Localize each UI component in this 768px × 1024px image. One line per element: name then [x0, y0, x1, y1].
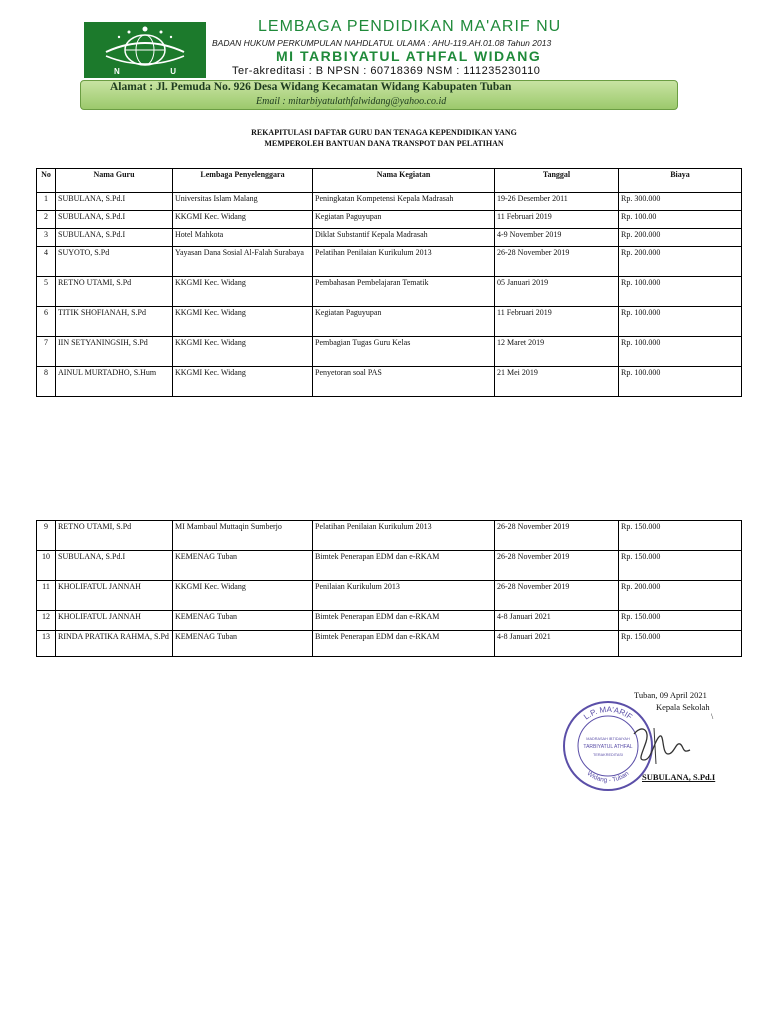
document-title-line-1: REKAPITULASI DAFTAR GURU DAN TENAGA KEPENDIDIKAN YANG [251, 128, 517, 137]
cell-nama-guru: IIN SETYANINGSIH, S.Pd [56, 337, 173, 367]
cell-kegiatan: Penyetoran soal PAS [313, 367, 495, 397]
cell-biaya: Rp. 150.000 [619, 521, 742, 551]
cell-nama-guru: AINUL MURTADHO, S.Hum [56, 367, 173, 397]
cell-tanggal: 11 Februari 2019 [495, 211, 619, 229]
table-row [37, 337, 742, 367]
cell-no: 9 [37, 521, 56, 551]
cell-tanggal: 4-9 November 2019 [495, 229, 619, 247]
cell-kegiatan: Kegiatan Paguyupan [313, 307, 495, 337]
cell-kegiatan: Diklat Substantif Kepala Madrasah [313, 229, 495, 247]
cell-kegiatan: Pelatihan Penilaian Kurikulum 2013 [313, 521, 495, 551]
cell-lembaga: KKGMI Kec. Widang [173, 211, 313, 229]
cell-biaya: Rp. 100.00 [619, 211, 742, 229]
table-row [37, 551, 742, 581]
header-lembaga: Lembaga Penyelenggara [173, 169, 313, 193]
cell-nama-guru: RETNO UTAMI, S.Pd [56, 277, 173, 307]
cell-lembaga: Universitas Islam Malang [173, 193, 313, 211]
cell-biaya: Rp. 100.000 [619, 277, 742, 307]
cell-tanggal: 26-28 November 2019 [495, 551, 619, 581]
cell-lembaga: KKGMI Kec. Widang [173, 277, 313, 307]
cell-tanggal: 11 Februari 2019 [495, 307, 619, 337]
cell-kegiatan: Penilaian Kurikulum 2013 [313, 581, 495, 611]
cell-biaya: Rp. 200.000 [619, 247, 742, 277]
table-header-row [37, 169, 742, 193]
cell-lembaga: KEMENAG Tuban [173, 551, 313, 581]
cell-kegiatan: Bimtek Penerapan EDM dan e-RKAM [313, 551, 495, 581]
sign-place-date: Tuban, 09 April 2021 [634, 690, 707, 700]
header-kegiatan: Nama Kegiatan [313, 169, 495, 193]
table-row [37, 631, 742, 657]
stamp-bottom-text: Widang - Tuban [585, 770, 631, 785]
document-title-line-2: MEMPEROLEH BANTUAN DANA TRANSPOT DAN PELATIHAN [264, 139, 504, 148]
table-row [37, 581, 742, 611]
cell-biaya: Rp. 150.000 [619, 611, 742, 631]
cell-lembaga: Hotel Mahkota [173, 229, 313, 247]
cell-kegiatan: Bimtek Penerapan EDM dan e-RKAM [313, 631, 495, 657]
cell-no: 10 [37, 551, 56, 581]
cell-lembaga: KEMENAG Tuban [173, 631, 313, 657]
cell-nama-guru: RETNO UTAMI, S.Pd [56, 521, 173, 551]
cell-biaya: Rp. 100.000 [619, 307, 742, 337]
cell-lembaga: MI Mambaul Muttaqin Sumberjo [173, 521, 313, 551]
table-row [37, 521, 742, 551]
cell-no: 6 [37, 307, 56, 337]
cell-no: 1 [37, 193, 56, 211]
header-nama-guru: Nama Guru [56, 169, 173, 193]
cell-no: 11 [37, 581, 56, 611]
sign-role: Kepala Sekolah [656, 702, 710, 712]
table-row [37, 247, 742, 277]
accreditation-line: Ter-akreditasi : B NPSN : 60718369 NSM : 111235230110 [232, 65, 541, 77]
nu-globe-icon [84, 22, 206, 78]
handwritten-signature [620, 720, 700, 770]
cell-no: 2 [37, 211, 56, 229]
school-address: Alamat : Jl. Pemuda No. 926 Desa Widang Kecamatan Widang Kabupaten Tuban [110, 81, 512, 93]
school-logo [84, 22, 206, 78]
cell-nama-guru: SUBULANA, S.Pd.I [56, 229, 173, 247]
cell-lembaga: KKGMI Kec. Widang [173, 307, 313, 337]
cell-kegiatan: Pelatihan Penilaian Kurikulum 2013 [313, 247, 495, 277]
header-biaya: Biaya [619, 169, 742, 193]
cell-kegiatan: Kegiatan Paguyupan [313, 211, 495, 229]
cell-nama-guru: SUYOTO, S.Pd [56, 247, 173, 277]
cell-tanggal: 26-28 November 2019 [495, 247, 619, 277]
table-row [37, 193, 742, 211]
svg-text:Widang - Tuban [586, 770, 631, 784]
sign-name: SUBULANA, S.Pd.I [642, 772, 716, 782]
stamp-line-1: MADRASAH IBTIDAIYAH [586, 737, 630, 741]
cell-no: 8 [37, 367, 56, 397]
stamp-line-3: TERAKREDITASI [593, 753, 623, 757]
table-body-part-2 [37, 521, 742, 657]
cell-no: 13 [37, 631, 56, 657]
institution-name: LEMBAGA PENDIDIKAN MA'ARIF NU [258, 18, 562, 35]
cell-tanggal: 26-28 November 2019 [495, 581, 619, 611]
table-body-part-1 [37, 193, 742, 397]
table-row [37, 277, 742, 307]
cell-tanggal: 4-8 Januari 2021 [495, 631, 619, 657]
sign-mark: \ [711, 712, 714, 721]
cell-biaya: Rp. 100.000 [619, 337, 742, 367]
cell-nama-guru: SUBULANA, S.Pd.I [56, 193, 173, 211]
cell-nama-guru: SUBULANA, S.Pd.I [56, 551, 173, 581]
table-row [37, 229, 742, 247]
stamp-line-2: TARBIYATUL ATHFAL [583, 744, 633, 750]
cell-lembaga: KEMENAG Tuban [173, 611, 313, 631]
cell-kegiatan: Pembahasan Pembelajaran Tematik [313, 277, 495, 307]
school-name: MI TARBIYATUL ATHFAL WIDANG [276, 48, 542, 64]
cell-lembaga: KKGMI Kec. Widang [173, 337, 313, 367]
teacher-table-part-1 [36, 168, 742, 397]
cell-biaya: Rp. 200.000 [619, 229, 742, 247]
cell-nama-guru: RINDA PRATIKA RAHMA, S.Pd [56, 631, 173, 657]
cell-tanggal: 21 Mei 2019 [495, 367, 619, 397]
cell-no: 12 [37, 611, 56, 631]
cell-lembaga: KKGMI Kec. Widang [173, 581, 313, 611]
cell-kegiatan: Pembagian Tugas Guru Kelas [313, 337, 495, 367]
cell-biaya: Rp. 300.000 [619, 193, 742, 211]
cell-nama-guru: KHOLIFATUL JANNAH [56, 581, 173, 611]
cell-nama-guru: KHOLIFATUL JANNAH [56, 611, 173, 631]
cell-kegiatan: Peningkatan Kompetensi Kepala Madrasah [313, 193, 495, 211]
logo-letter-n: N [114, 67, 120, 76]
stamp-top-text: L.P. MA'ARIF [582, 704, 634, 722]
cell-lembaga: KKGMI Kec. Widang [173, 367, 313, 397]
header-tanggal: Tanggal [495, 169, 619, 193]
cell-biaya: Rp. 150.000 [619, 551, 742, 581]
school-email: Email : mitarbiyatulathfalwidang@yahoo.co.id [256, 96, 447, 107]
table-row [37, 307, 742, 337]
cell-no: 3 [37, 229, 56, 247]
table-row [37, 367, 742, 397]
cell-tanggal: 19-26 Desember 2011 [495, 193, 619, 211]
cell-tanggal: 12 Maret 2019 [495, 337, 619, 367]
table-row [37, 211, 742, 229]
legal-entity-line: BADAN HUKUM PERKUMPULAN NAHDLATUL ULAMA : AHU-119.AH.01.08 Tahun 2013 [212, 38, 552, 48]
cell-no: 5 [37, 277, 56, 307]
cell-tanggal: 26-28 November 2019 [495, 521, 619, 551]
logo-letter-u: U [170, 67, 176, 76]
cell-tanggal: 4-8 Januari 2021 [495, 611, 619, 631]
teacher-table-part-2 [36, 520, 742, 657]
table-row [37, 611, 742, 631]
cell-biaya: Rp. 200.000 [619, 581, 742, 611]
cell-lembaga: Yayasan Dana Sosial Al-Falah Surabaya [173, 247, 313, 277]
cell-tanggal: 05 Januari 2019 [495, 277, 619, 307]
header-no: No [37, 169, 56, 193]
cell-no: 4 [37, 247, 56, 277]
cell-biaya: Rp. 150.000 [619, 631, 742, 657]
cell-biaya: Rp. 100.000 [619, 367, 742, 397]
cell-no: 7 [37, 337, 56, 367]
cell-kegiatan: Bimtek Penerapan EDM dan e-RKAM [313, 611, 495, 631]
cell-nama-guru: TITIK SHOFIANAH, S.Pd [56, 307, 173, 337]
cell-nama-guru: SUBULANA, S.Pd.I [56, 211, 173, 229]
